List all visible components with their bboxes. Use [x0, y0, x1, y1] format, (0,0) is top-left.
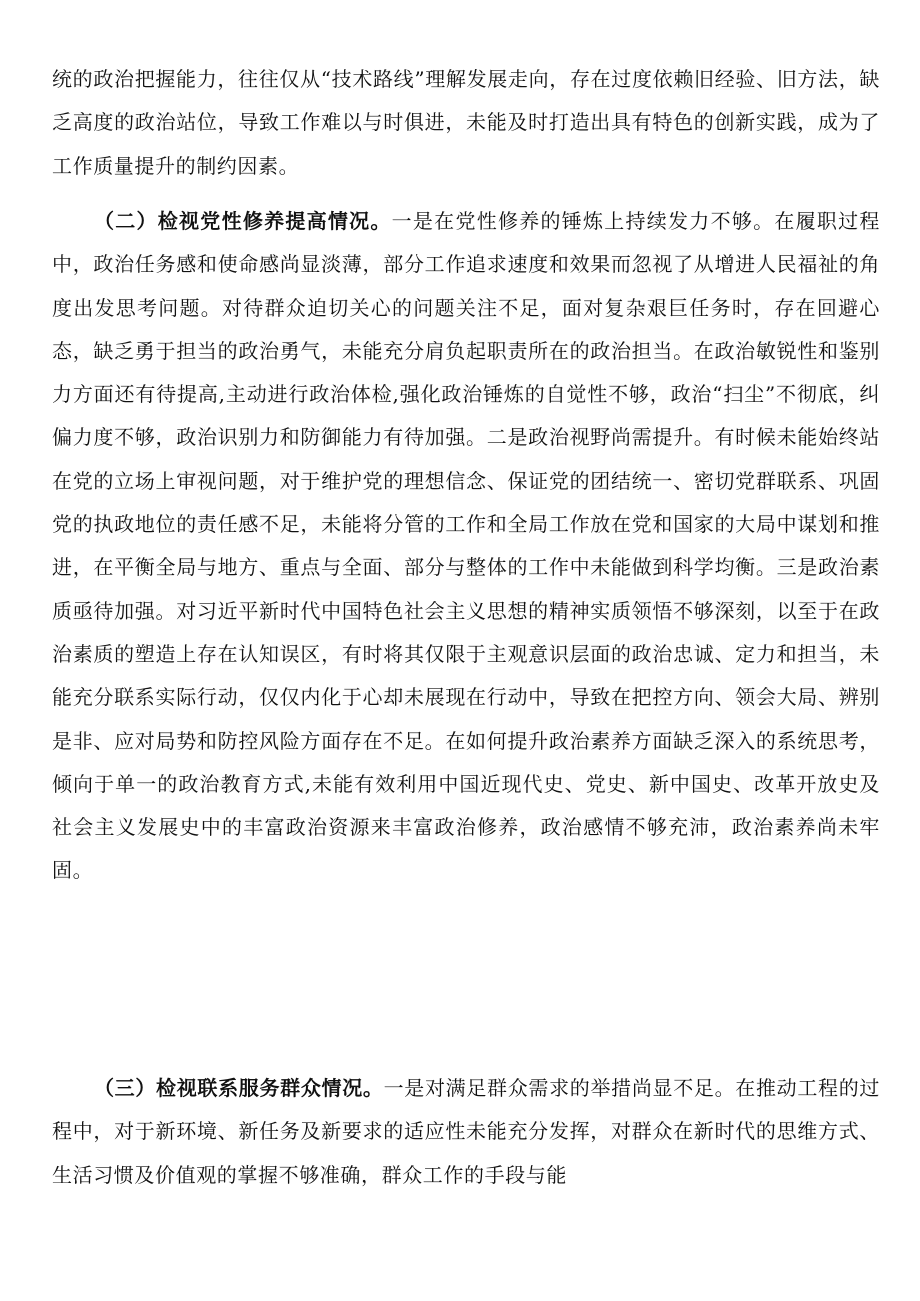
- section-heading-2: （二）检视党性修养提高情况。: [94, 209, 392, 233]
- section-heading-3: （三）检视联系服务群众情况。: [94, 1076, 384, 1100]
- paragraph-body: 一是在党性修养的锤炼上持续发力不够。在履职过程中，政治任务感和使命感尚显淡薄，部分工作追求速度和效果而忽视了从增进人民福祉的角度出发思考问题。对待群众迫切关心的问题关注不足，面对复杂艰巨任务时，存在回避心态，缺乏勇于担当的政治勇气，未能充分肩负起职责所在的政治担当。在政治敏锐性和鉴别力方面还有待提高,主动进行政治体检,强化政治锤炼的自觉性不够，政治“扫尘”不彻底，纠偏力度不够，政治识别力和防御能力有待加强。二是政治视野尚需提升。有时候未能始终站在党的立场上审视问题，对于维护党的理想信念、保证党的团结统一、密切党群联系、巩固党的执政地位的责任感不足，未能将分管的工作和全局工作放在党和国家的大局中谋划和推进，在平衡全局与地方、重点与全面、部分与整体的工作中未能做到科学均衡。三是政治素质亟待加强。对习近平新时代中国特色社会主义思想的精神实质领悟不够深刻，以至于在政治素质的塑造上存在认知误区，有时将其仅限于主观意识层面的政治忠诚、定力和担当，未能充分联系实际行动，仅仅内化于心却未展现在行动中，导致在把控方向、领会大局、辨别是非、应对局势和防控风险方面存在不足。在如何提升政治素养方面缺乏深入的系统思考，倾向于单一的政治教育方式,未能有效利用中国近现代史、党史、新中国史、改革开放史及社会主义发展史中的丰富政治资源来丰富政治修养，政治感情不够充沛，政治素养尚未牢固。: [52, 209, 880, 883]
- paragraph-body: 统的政治把握能力，往往仅从“技术路线”理解发展走向，存在过度依赖旧经验、旧方法，缺乏高度的政治站位，导致工作难以与时俱进，未能及时打造出具有特色的创新实践，成为了工作质量提升的制约因素。: [52, 67, 880, 178]
- paragraph-serving-masses: [52, 1067, 880, 1197]
- paragraph-body: 一是对满足群众需求的举措尚显不足。在推动工程的过程中，对于新环境、新任务及新要求的适应性未能充分发挥，对群众在新时代的思维方式、生活习惯及价值观的掌握不够准确，群众工作的手段与能: [52, 1076, 880, 1187]
- paragraph-party-cultivation: [52, 200, 880, 893]
- paragraph-continuation: [52, 58, 880, 188]
